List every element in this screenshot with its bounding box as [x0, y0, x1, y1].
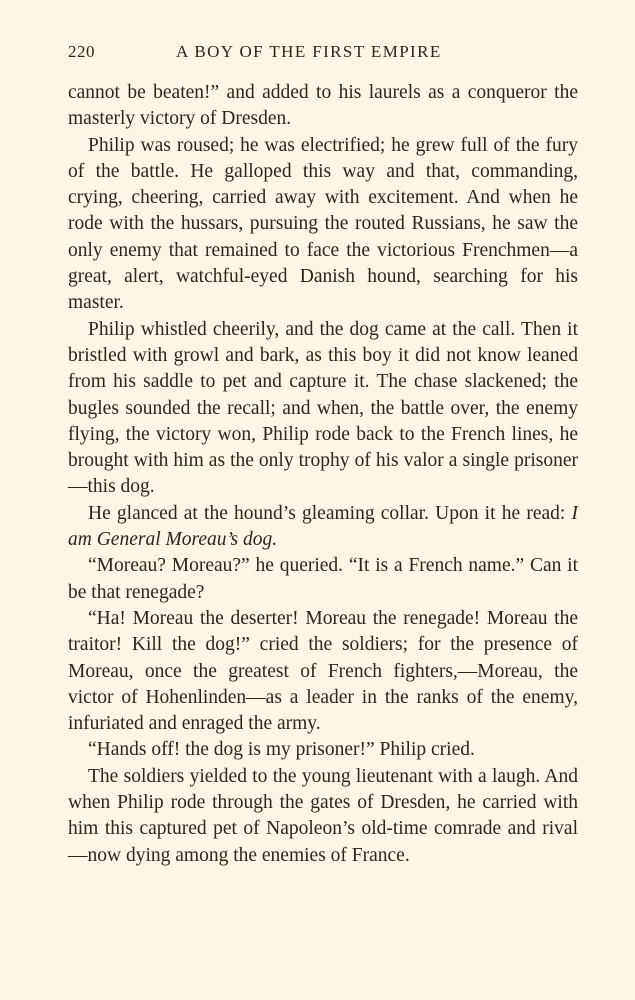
paragraph: “Ha! Moreau the deserter! Moreau the renegade! Moreau the traitor! Kill the dog!” cried the soldiers; for the presence of Moreau, once the greatest of French fighters,—Moreau, the victor of Hohenlinden—as a leader in the ranks of the enemy, infuriated and enraged the army. — [68, 607, 578, 735]
paragraph — [68, 501, 578, 554]
paragraph: Philip whistled cheerily, and the dog came at the call. Then it bristled with growl and bark, as this boy it did not know leaned from his saddle to pet and capture it. The chase slackened; the bugles sounded the recall; and when, the battle over, the enemy flying, the victory won, Philip rode back to the French lines, he brought with him as the only trophy of his valor a single prisoner—this dog. — [68, 318, 578, 498]
paragraph: “Moreau? Moreau?” he queried. “It is a French name.” Can it be that renegade? — [68, 555, 578, 603]
page-number: 220 — [68, 42, 95, 61]
collar-inscription: I am General Moreau’s dog. — [68, 502, 578, 551]
paragraph: Philip was roused; he was electrified; he grew full of the fury of the battle. He galloped this way and that, commanding, crying, cheering, carried away with excitement. And when he rode with the hussars, pursuing the routed Russians, he saw the only enemy that remained to face the victorious Frenchmen—a great, alert, watchful-eyed Danish hound, searching for his master. — [68, 134, 578, 314]
book-title: A BOY OF THE FIRST EMPIRE — [176, 42, 442, 61]
paragraph: The soldiers yielded to the young lieutenant with a laugh. And when Philip rode through the gates of Dresden, he carried with him this captured pet of Napoleon’s old-time comrade and rival—now dying among the enemies of France. — [68, 765, 578, 866]
body-text — [68, 80, 578, 869]
paragraph: “Hands off! the dog is my prisoner!” Philip cried. — [88, 739, 475, 761]
paragraph-text: He glanced at the hound’s gleaming collar. Upon it he read: — [88, 502, 572, 524]
running-head — [68, 42, 579, 64]
paragraph-continuation: cannot be beaten!” and added to his laurels as a conqueror the masterly victory of Dresden. — [68, 82, 578, 130]
